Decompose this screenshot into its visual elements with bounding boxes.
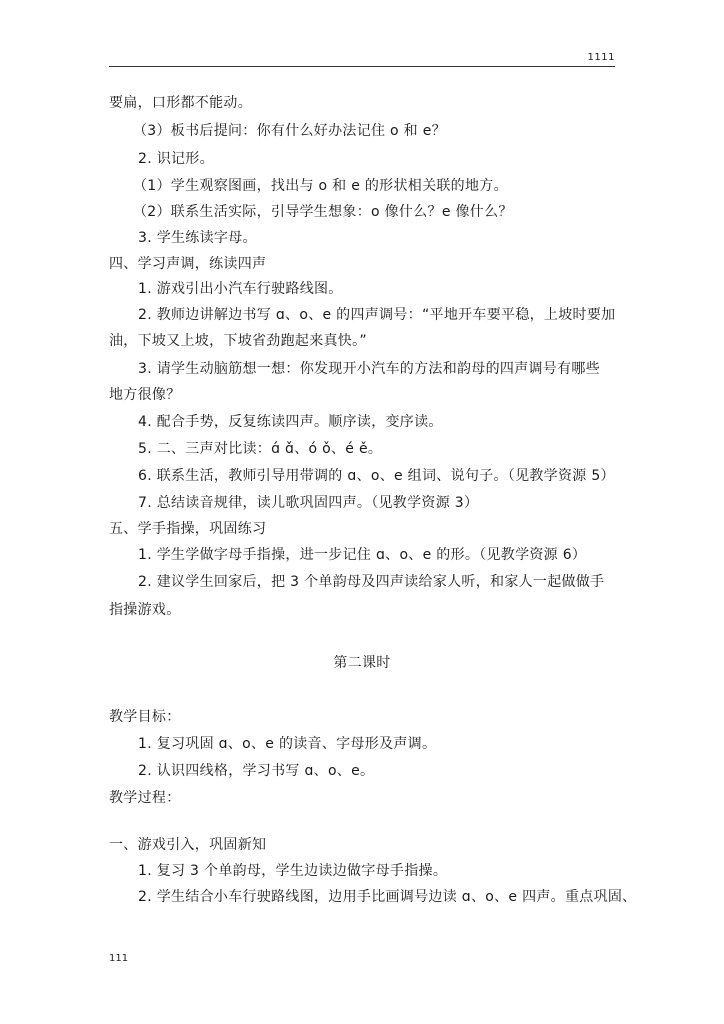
text-line: 2. 建议学生回家后，把 3 个单韵母及四声读给家人听，和家人一起做做手: [138, 574, 605, 590]
text-line: 指操游戏。: [109, 602, 181, 618]
text-line: 6. 联系生活，教师引导用带调的 ɑ、o、e 组词、说句子。（见教学资源 5）: [138, 468, 615, 484]
text-line: 地方很像？: [109, 387, 181, 403]
text-line: 3. 请学生动脑筋想一想：你发现开小汽车的方法和韵母的四声调号有哪些: [138, 361, 601, 377]
text-line: 2. 认识四线格，学习书写 ɑ、o、e。: [138, 763, 375, 779]
section-heading: 五、学手指操，巩固练习: [109, 521, 267, 537]
text-line: 油，下坡又上坡，下坡省劲跑起来真快。”: [109, 333, 367, 349]
text-line: （2）联系生活实际，引导学生想象：o 像什么？e 像什么？: [133, 204, 513, 220]
text-line: 2. 教师边讲解边书写 ɑ、o、e 的四声调号：“平地开车要平稳，上坡时要加: [138, 307, 616, 323]
text-line: 3. 学生练读字母。: [138, 230, 257, 246]
text-line: 7. 总结读音规律，读儿歌巩固四声。（见教学资源 3）: [138, 495, 479, 511]
text-line: （1）学生观察图画，找出与 o 和 e 的形状相关联的地方。: [133, 178, 508, 194]
text-line: 教学过程：: [109, 790, 181, 806]
text-line: 1. 游戏引出小汽车行驶路线图。: [138, 281, 343, 297]
header-page-number: 1111: [587, 52, 615, 63]
lesson-title: 第二课时: [333, 655, 391, 671]
text-line: 2. 识记形。: [138, 151, 214, 167]
section-heading: 一、游戏引入，巩固新知: [109, 837, 267, 853]
text-line: 1. 复习 3 个单韵母，学生边读边做字母手指操。: [138, 863, 448, 879]
text-line: 1. 学生学做字母手指操，进一步记住 ɑ、o、e 的形。（见教学资源 6）: [138, 547, 587, 563]
header-divider: [109, 66, 615, 67]
section-heading: 四、学习声调，练读四声: [109, 256, 267, 272]
text-line: 2. 学生结合小车行驶路线图，边用手比画调号边读 ɑ、o、e 四声。重点巩固、: [138, 889, 637, 905]
text-line: 教学目标：: [109, 709, 181, 725]
text-line: 1. 复习巩固 ɑ、o、e 的读音、字母形及声调。: [138, 736, 437, 752]
text-line: 要扁，口形都不能动。: [109, 95, 252, 111]
footer-page-number: 111: [109, 953, 129, 964]
text-line: 5. 二、三声对比读：ɑ́ ɑ̌、ó ǒ、é ě。: [138, 441, 383, 457]
text-line: （3）板书后提问：你有什么好办法记住 o 和 e？: [133, 123, 446, 139]
text-line: 4. 配合手势，反复练读四声。顺序读，变序读。: [138, 414, 443, 430]
